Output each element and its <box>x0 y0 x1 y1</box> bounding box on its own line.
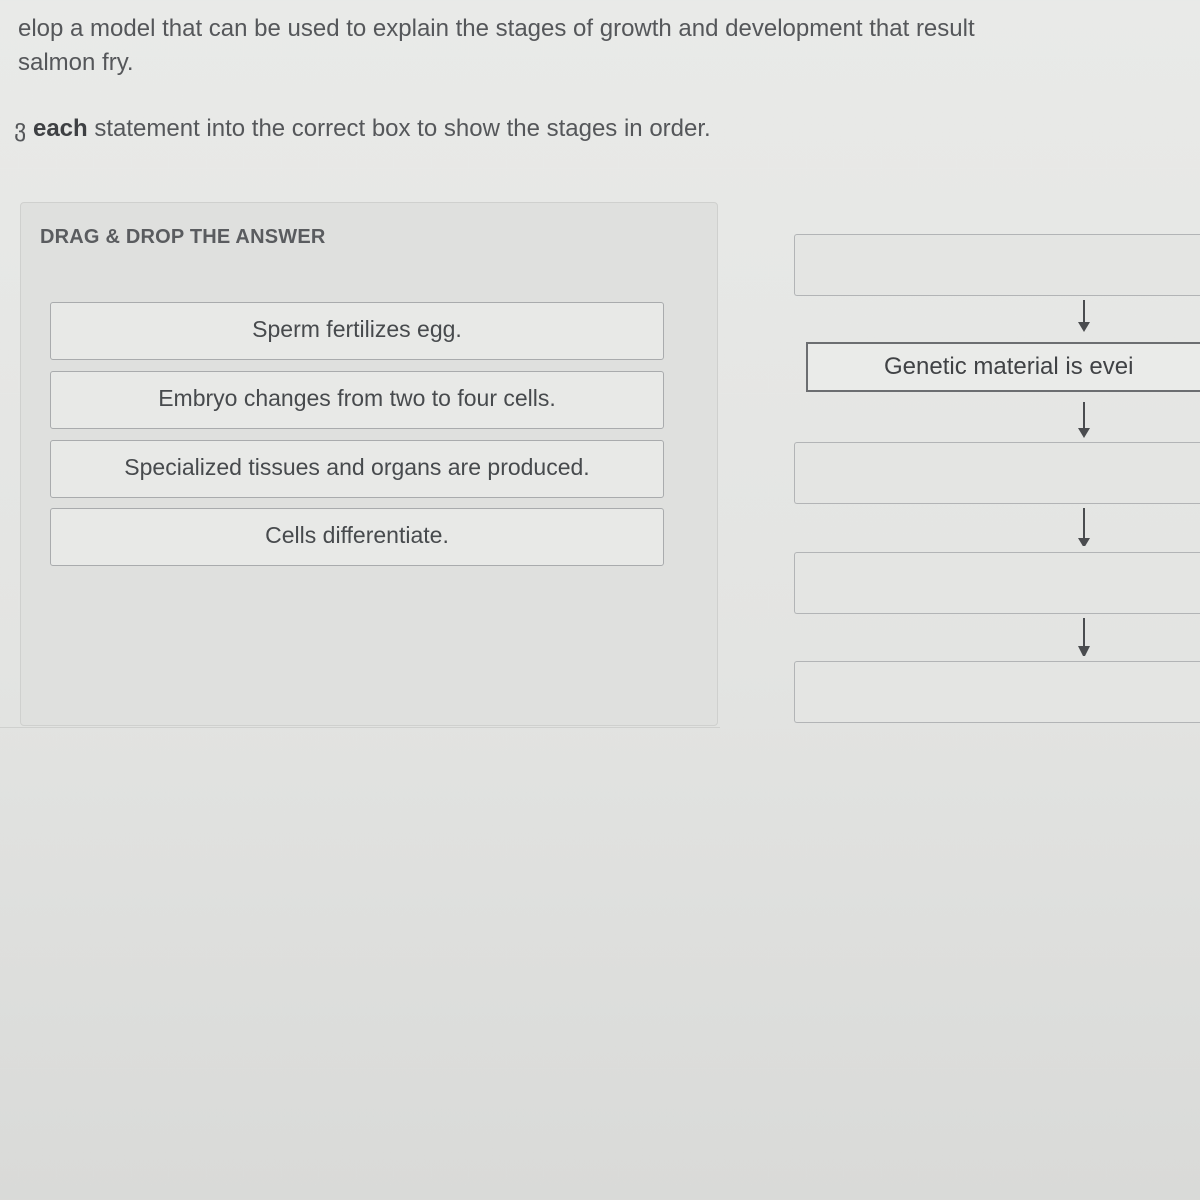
answer-bank-title: DRAG & DROP THE ANSWER <box>40 226 326 248</box>
question-prompt <box>18 12 1118 80</box>
down-arrow-icon <box>1072 296 1096 336</box>
answer-tile-label: Sperm fertilizes egg. <box>252 315 462 342</box>
drop-slot-4[interactable] <box>794 552 1200 614</box>
answer-tile-sperm-fertilizes-egg[interactable] <box>50 302 664 360</box>
drop-slot-5[interactable] <box>794 661 1200 723</box>
drop-slot-2-filled[interactable]: Genetic material is evei <box>806 342 1200 392</box>
answer-tile-embryo-two-to-four-cells[interactable] <box>50 371 664 429</box>
drop-slot-1[interactable] <box>794 234 1200 296</box>
instruction-rest: statement into the correct box to show the stages in order. <box>87 115 711 142</box>
drop-slot-3[interactable] <box>794 442 1200 504</box>
answer-tile-label: Cells differentiate. <box>265 521 449 548</box>
down-arrow-icon <box>1072 398 1096 438</box>
answer-tile-specialized-tissues[interactable] <box>50 440 664 498</box>
answer-tile-label: Specialized tissues and organs are produced. <box>124 453 590 480</box>
prompt-line-1: elop a model that can be used to explain the stages of growth and development that result <box>18 15 975 42</box>
answer-bank <box>20 202 718 726</box>
divider-line <box>0 727 720 728</box>
answer-tile-label: Embryo changes from two to four cells. <box>158 384 556 411</box>
prompt-line-2: salmon fry. <box>18 49 134 76</box>
instruction-bold: each <box>32 115 88 142</box>
answer-tile-cells-differentiate[interactable] <box>50 508 664 566</box>
instruction-text <box>14 114 711 143</box>
instruction-prefix: ვ <box>14 115 27 142</box>
down-arrow-icon <box>1072 616 1096 656</box>
down-arrow-icon <box>1072 506 1096 546</box>
